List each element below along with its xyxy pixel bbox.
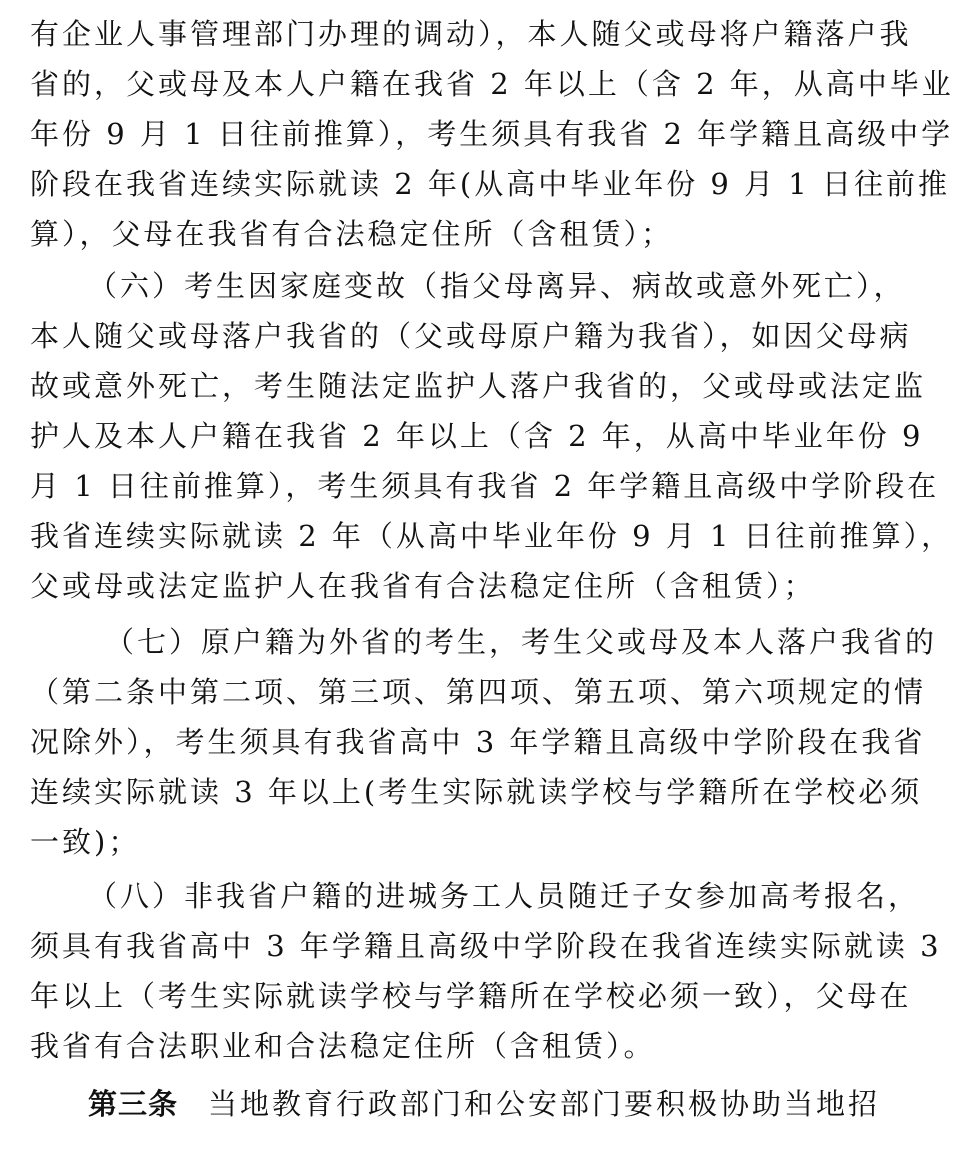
- text-line-14: （第二条中第二项、第三项、第四项、第五项、第六项规定的情: [30, 675, 927, 709]
- paragraph-8-start: （八）非我省户籍的进城务工人员随迁子女参加高考报名，: [88, 879, 921, 913]
- paragraph-7-start: （七）原户籍为外省的考生，考生父或母及本人落户我省的: [105, 625, 938, 659]
- text-line-9: 护人及本人户籍在我省 2 年以上（含 2 年，从高中毕业年份 9: [30, 419, 924, 453]
- text-line-11: 我省连续实际就读 2 年（从高中毕业年份 9 月 1 日往前推算），: [30, 519, 954, 553]
- paragraph-6-start: （六）考生因家庭变故（指父母离异、病故或意外死亡），: [88, 269, 906, 303]
- text-line-1: 有企业人事管理部门办理的调动），本人随父或母将户籍落户我: [30, 17, 912, 51]
- text-line-4: 阶段在我省连续实际就读 2 年(从高中毕业年份 9 月 1 日往前推: [30, 167, 950, 201]
- text-line-7: 本人随父或母落户我省的（父或母原户籍为我省），如因父母病: [30, 319, 912, 353]
- text-line-5: 算），父母在我省有合法稳定住所（含租赁）；: [30, 217, 674, 251]
- article-3-text: 当地教育行政部门和公安部门要积极协助当地招: [208, 1087, 881, 1121]
- text-line-2: 省的，父或母及本人户籍在我省 2 年以上（含 2 年，从高中毕业: [30, 67, 954, 101]
- text-line-8: 故或意外死亡，考生随法定监护人落户我省的，父或母或法定监: [30, 369, 927, 403]
- text-line-15: 况除外），考生须具有我省高中 3 年学籍且高级中学阶段在我省: [30, 725, 926, 759]
- text-line-17: 一致)；: [30, 825, 141, 859]
- text-line-21: 我省有合法职业和合法稳定住所（含租赁）。: [30, 1029, 656, 1063]
- text-line-16: 连续实际就读 3 年以上(考生实际就读学校与学籍所在学校必须: [30, 775, 923, 809]
- text-line-3: 年份 9 月 1 日往前推算），考生须具有我省 2 年学籍且高级中学: [30, 117, 954, 151]
- article-3-line: [88, 1084, 881, 1124]
- text-line-20: 年以上（考生实际就读学校与学籍所在学校必须一致），父母在: [30, 979, 912, 1013]
- article-3-label: 第三条: [88, 1087, 179, 1121]
- text-line-19: 须具有我省高中 3 年学籍且高级中学阶段在我省连续实际就读 3: [30, 929, 942, 963]
- text-line-10: 月 1 日往前推算），考生须具有我省 2 年学籍且高级中学阶段在: [30, 469, 940, 503]
- text-line-12: 父或母或法定监护人在我省有合法稳定住所（含租赁）；: [30, 569, 816, 603]
